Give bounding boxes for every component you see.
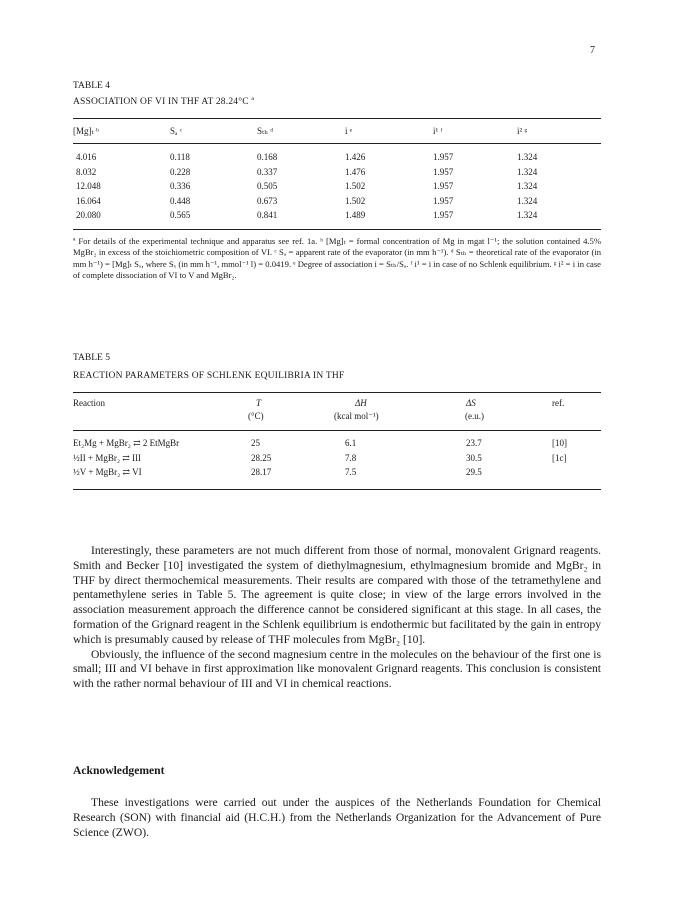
table4-cell-i: 1.476 bbox=[345, 166, 366, 177]
table5-cell-ds: 29.5 bbox=[466, 467, 482, 477]
table4-header-sa: Sₐ ᶜ bbox=[170, 126, 183, 136]
paragraph-2: Obviously, the influence of the second magnesium centre in the molecules on the behaviour of the first one is small; III and VI behave in first approximation like monovalent Grignard reagents. This conclusion is consistent with the rather normal behaviour of III and VI in chemical reactions. bbox=[73, 647, 601, 691]
table4-cell-i1: 1.957 bbox=[433, 166, 454, 177]
body-text bbox=[73, 544, 601, 692]
table4-cell-i1: 1.957 bbox=[433, 210, 454, 220]
table5-header-reaction: Reaction bbox=[73, 398, 105, 408]
table4-caption: TABLE 4 bbox=[73, 81, 110, 91]
table5-header-rule bbox=[73, 430, 601, 431]
table4-cell-sth: 0.337 bbox=[257, 166, 278, 177]
table5-cell-reaction: Et₂Mg + MgBr₂ ⇄ 2 EtMgBr bbox=[73, 438, 180, 448]
table4-cell-i2: 1.324 bbox=[517, 166, 538, 177]
table4-cell-sth: 0.673 bbox=[257, 195, 278, 206]
table5-cell-ref: [10] bbox=[552, 438, 567, 448]
table5-caption: TABLE 5 bbox=[73, 353, 110, 363]
table5-header-ref: ref. bbox=[552, 398, 565, 408]
table5-header-dh-unit: (kcal mol⁻¹) bbox=[334, 411, 379, 421]
table4-cell-i2: 1.324 bbox=[517, 181, 538, 191]
table4-cell-sa: 0.336 bbox=[170, 181, 191, 191]
table4-cell-i1: 1.957 bbox=[433, 181, 454, 191]
table5-cell-t: 28.17 bbox=[251, 467, 272, 477]
table4-cell-i: 1.426 bbox=[345, 152, 366, 162]
table5-cell-ref: [1c] bbox=[552, 452, 567, 463]
table4-cell-i1: 1.957 bbox=[433, 195, 454, 206]
table4-cell-mg: 12.048 bbox=[76, 181, 101, 191]
table5-header-ds-unit: (e.u.) bbox=[465, 411, 484, 421]
table5-top-rule bbox=[73, 392, 601, 393]
table5-cell-dh: 7.5 bbox=[345, 467, 357, 477]
table4-cell-sth: 0.168 bbox=[257, 152, 278, 162]
table4-header-sth: Sₜₕ ᵈ bbox=[257, 126, 274, 136]
table5-header-t-unit: (°C) bbox=[248, 411, 264, 421]
acknowledgement-text: These investigations were carried out under the auspices of the Netherlands Foundation for Chemical Research (SON) with financial aid (H.C.H.) from the Netherlands Organization for the Advancement of Pure Science (ZWO). bbox=[73, 796, 601, 839]
table4-cell-mg: 20.080 bbox=[76, 210, 101, 220]
table4-bottom-rule bbox=[73, 229, 601, 230]
table4-cell-sa: 0.228 bbox=[170, 166, 191, 177]
table4-header-i1: i¹ ᶠ bbox=[433, 126, 443, 136]
table4-title: ASSOCIATION OF VI IN THF AT 28.24°C ª bbox=[73, 97, 255, 107]
acknowledgement-body bbox=[73, 796, 601, 840]
table5-cell-t: 25 bbox=[251, 438, 260, 448]
table4-cell-i: 1.502 bbox=[345, 181, 366, 191]
table4-header-mg: [Mg]ₜ ᵇ bbox=[73, 126, 99, 136]
table4-cell-sth: 0.505 bbox=[257, 181, 278, 191]
table4-top-rule bbox=[73, 118, 601, 119]
table5-cell-reaction: ½II + MgBr₂ ⇄ III bbox=[73, 452, 141, 463]
table5-cell-t: 28.25 bbox=[251, 452, 272, 463]
table4-cell-i1: 1.957 bbox=[433, 152, 454, 162]
table5-cell-ds: 30.5 bbox=[466, 452, 482, 463]
table4-cell-i2: 1.324 bbox=[517, 210, 538, 220]
table4-header-rule bbox=[73, 143, 601, 144]
table5-header-ds: ΔS bbox=[466, 398, 476, 408]
table4-cell-sa: 0.565 bbox=[170, 210, 191, 220]
table4-cell-sa: 0.118 bbox=[170, 152, 190, 162]
table5-cell-dh: 6.1 bbox=[345, 438, 357, 448]
page-number: 7 bbox=[590, 45, 595, 56]
table4-cell-i2: 1.324 bbox=[517, 152, 538, 162]
table4-cell-mg: 4.016 bbox=[76, 152, 97, 162]
table4-cell-i: 1.489 bbox=[345, 210, 366, 220]
table4-footnote: ª For details of the experimental technique and apparatus see ref. 1a. ᵇ [Mg]ₜ = formal concentration of Mg in mgat l⁻¹; the solution contained 4.5% MgBr₂ in excess of the stoichiometric composition of VI. ᶜ Sₐ = apparent rate of the evaporator (in mm h⁻¹). ᵈ Sₜₕ = theoretical rate of the evaporator (in mm h⁻¹) = [Mg]ₜ Sₓ, where Sₓ (in mm h⁻¹, mmol⁻¹ l) = 0.0419. ᵉ Degree of association i = Sₜₕ/Sₐ. ᶠ i¹ = i in case of no Schlenk equilibrium. ᵍ i² = i in case of complete dissociation of VI to V and MgBr₂. bbox=[73, 236, 601, 281]
table5-header-t: T bbox=[256, 398, 262, 408]
table5-cell-reaction: ½V + MgBr₂ ⇄ VI bbox=[73, 467, 142, 477]
table4-cell-mg: 16.064 bbox=[76, 195, 101, 206]
table4-cell-i2: 1.324 bbox=[517, 195, 538, 206]
table5-title: REACTION PARAMETERS OF SCHLENK EQUILIBRIA IN THF bbox=[73, 371, 345, 381]
table5-cell-ds: 23.7 bbox=[466, 438, 482, 448]
table4-header-i2: i² ᵍ bbox=[517, 126, 528, 136]
table5-header-dh: ΔH bbox=[355, 398, 367, 408]
paragraph-1: Interestingly, these parameters are not much different from those of normal, monovalent Grignard reagents. Smith and Becker [10] investigated the system of diethylmagnesium, ethylmagnesium bromide and MgBr₂ in THF by direct thermochemical measurements. Their results are compared with those of the tetramethylene and pentamethylene series in Table 5. The agreement is quite close; in view of the large errors involved in the association measurement approach the difference cannot be considered significant at this stage. In all cases, the formation of the Grignard reagent in the Schlenk equilibrium is endothermic but facilitated by the gain in entropy which is presumably caused by release of THF molecules from MgBr₂ [10]. bbox=[73, 544, 601, 646]
table5-bottom-rule bbox=[73, 489, 601, 490]
table4-header-i: i ᵉ bbox=[345, 126, 353, 136]
acknowledgement-heading: Acknowledgement bbox=[73, 764, 165, 777]
table4-cell-sa: 0.448 bbox=[170, 195, 191, 206]
table5-cell-dh: 7.8 bbox=[345, 452, 357, 463]
table4-cell-mg: 8.032 bbox=[76, 166, 97, 177]
table4-cell-i: 1.502 bbox=[345, 195, 366, 206]
table4-cell-sth: 0.841 bbox=[257, 210, 278, 220]
